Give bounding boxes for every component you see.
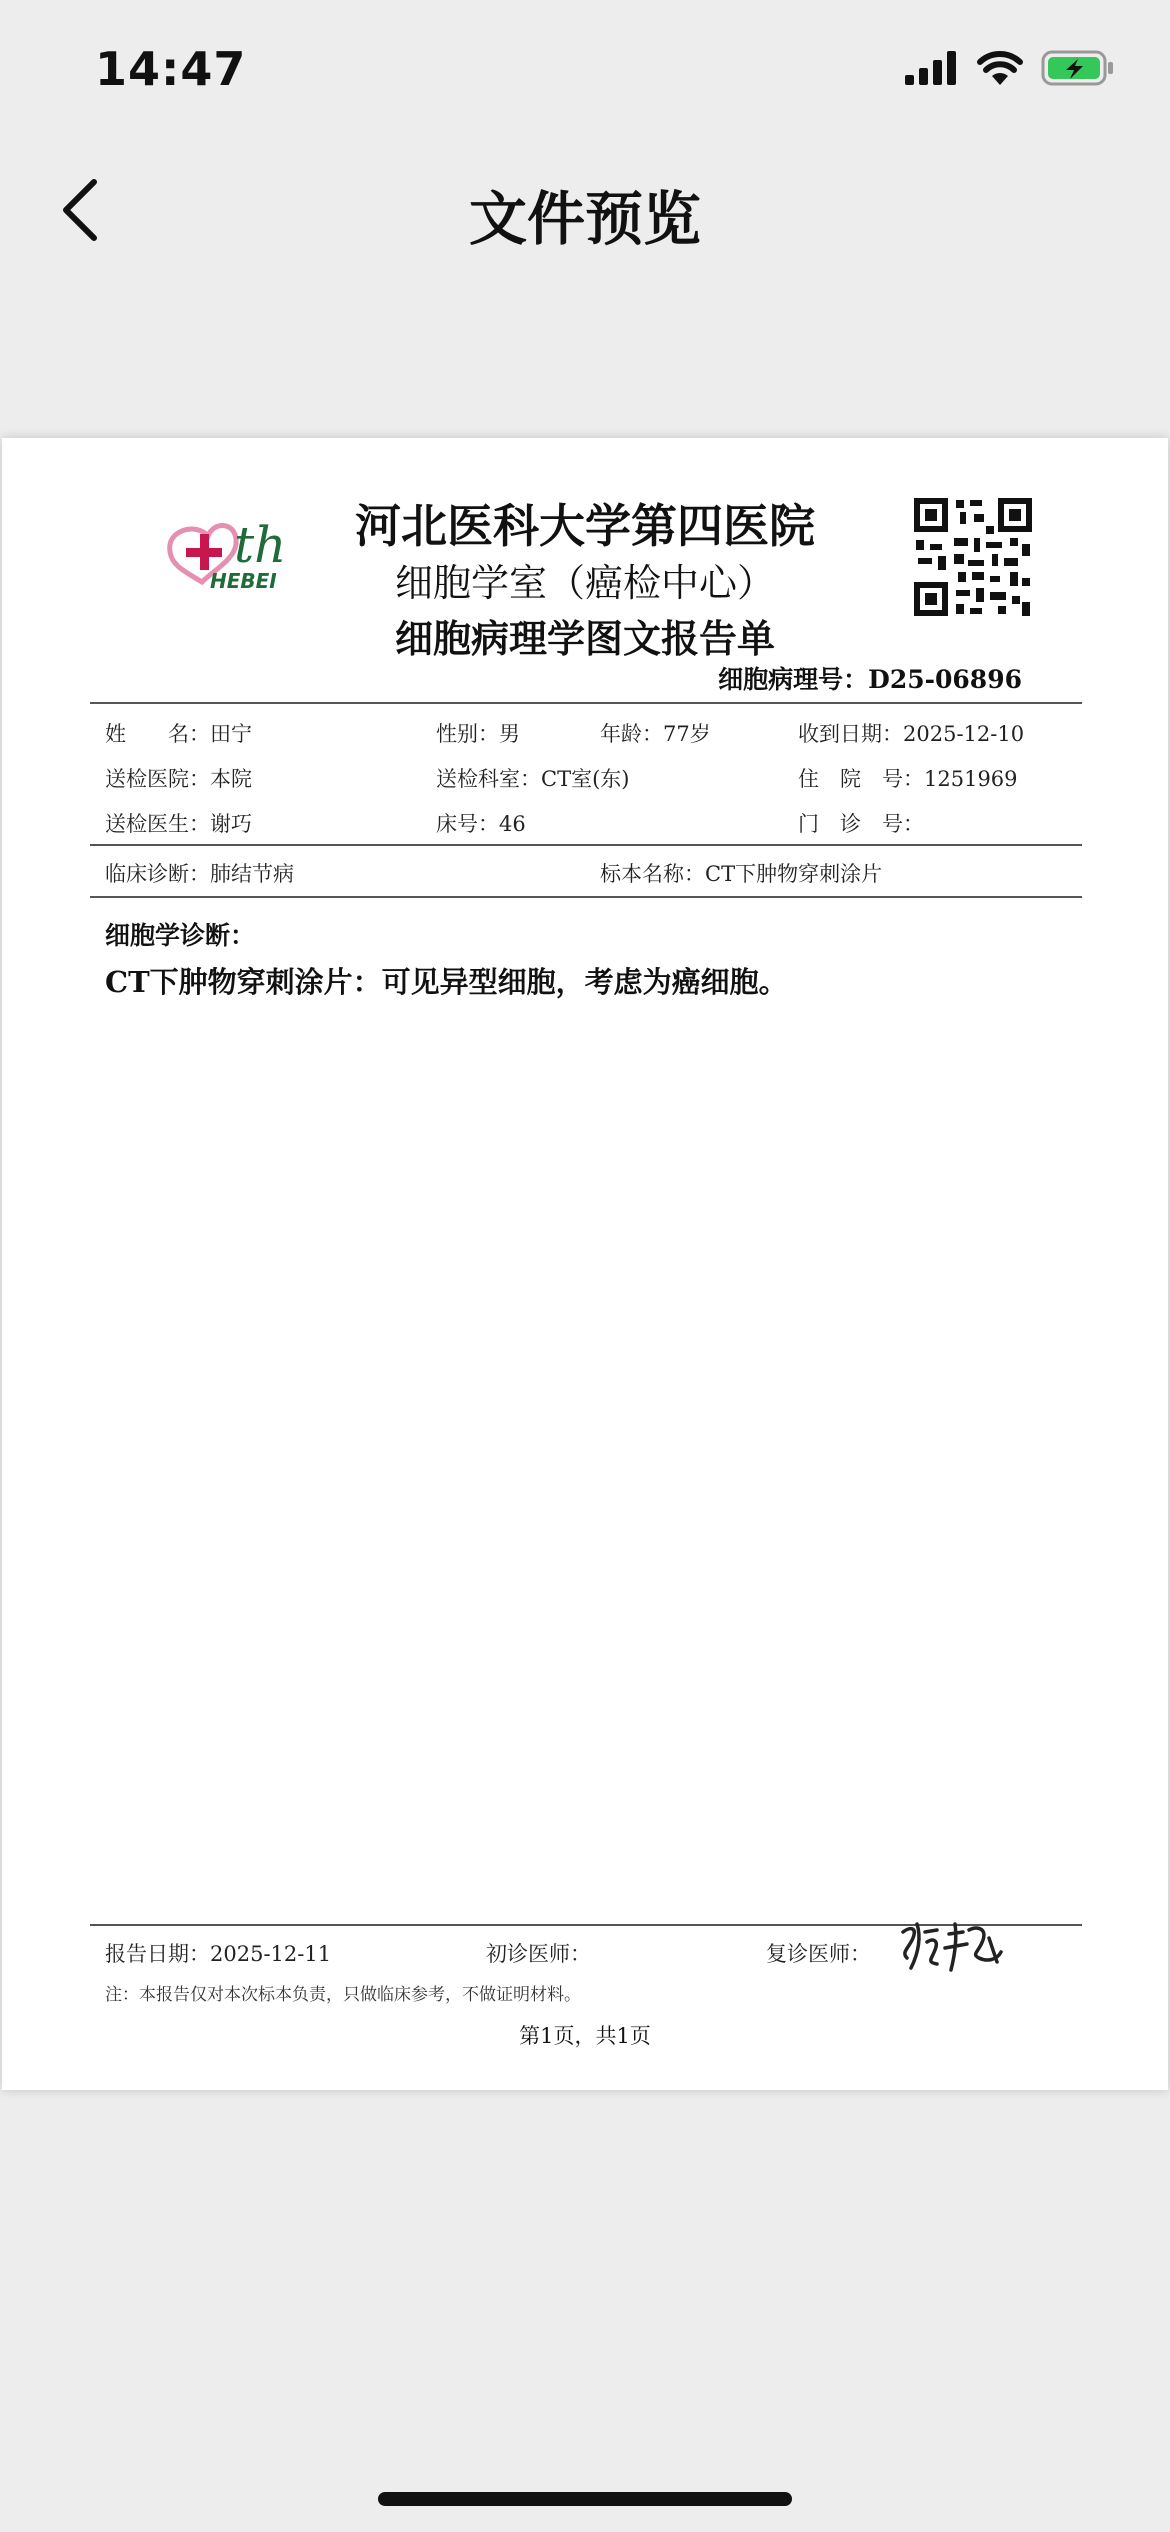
specimen-name: 标本名称：CT下肿物穿刺涂片	[600, 862, 883, 886]
cellular-signal-icon	[905, 51, 959, 85]
sending-department: 送检科室：CT室(东)	[436, 767, 630, 791]
divider	[90, 702, 1082, 704]
document-preview[interactable]	[2, 438, 1168, 2090]
sending-doctor: 送检医生：谢巧	[105, 812, 252, 836]
disclaimer-note: 注：本报告仅对本次标本负责，只做临床参考，不做证明材料。	[105, 1985, 581, 2005]
sending-hospital: 送检医院：本院	[105, 767, 252, 791]
clinical-diagnosis: 临床诊断：肺结节病	[105, 862, 294, 886]
received-date: 收到日期：2025-12-10	[798, 722, 1025, 746]
hospital-name: 河北医科大学第四医院	[355, 499, 815, 553]
logo-text: th	[234, 516, 287, 574]
cytology-diagnosis-label: 细胞学诊断：	[105, 921, 256, 950]
divider	[90, 844, 1082, 846]
nav-bar	[0, 150, 1170, 270]
page-indicator: 第1页，共1页	[519, 2024, 651, 2048]
report-date: 报告日期：2025-12-11	[105, 1942, 332, 1966]
status-icons	[905, 50, 1115, 86]
divider	[90, 896, 1082, 898]
battery-charging-icon	[1041, 50, 1115, 86]
pathology-number: 细胞病理号：D25-06896	[718, 665, 1022, 694]
report-title: 细胞病理学图文报告单	[394, 616, 775, 661]
outpatient-number: 门 诊 号：	[798, 812, 924, 836]
status-bar	[0, 0, 1170, 140]
page-title: 文件预览	[468, 185, 701, 253]
initial-doctor: 初诊医师：	[486, 1942, 591, 1966]
wifi-icon	[977, 51, 1023, 85]
bed-number: 床号：46	[436, 812, 526, 836]
patient-age: 年龄：77岁	[600, 722, 711, 746]
review-doctor: 复诊医师：	[766, 1942, 871, 1966]
patient-name: 姓 名：田宁	[105, 722, 252, 746]
logo-subtext: HEBEI	[210, 569, 277, 593]
home-indicator[interactable]	[378, 2492, 792, 2506]
patient-gender: 性别：男	[436, 722, 520, 746]
status-time: 14:47	[95, 42, 247, 96]
doctor-signature	[897, 1918, 1007, 1978]
cytology-diagnosis-text: CT下肿物穿刺涂片：可见异型细胞，考虑为癌细胞。	[105, 965, 788, 999]
inpatient-number: 住 院 号：1251969	[798, 767, 1018, 791]
department-name: 细胞学室（癌检中心）	[394, 561, 775, 605]
